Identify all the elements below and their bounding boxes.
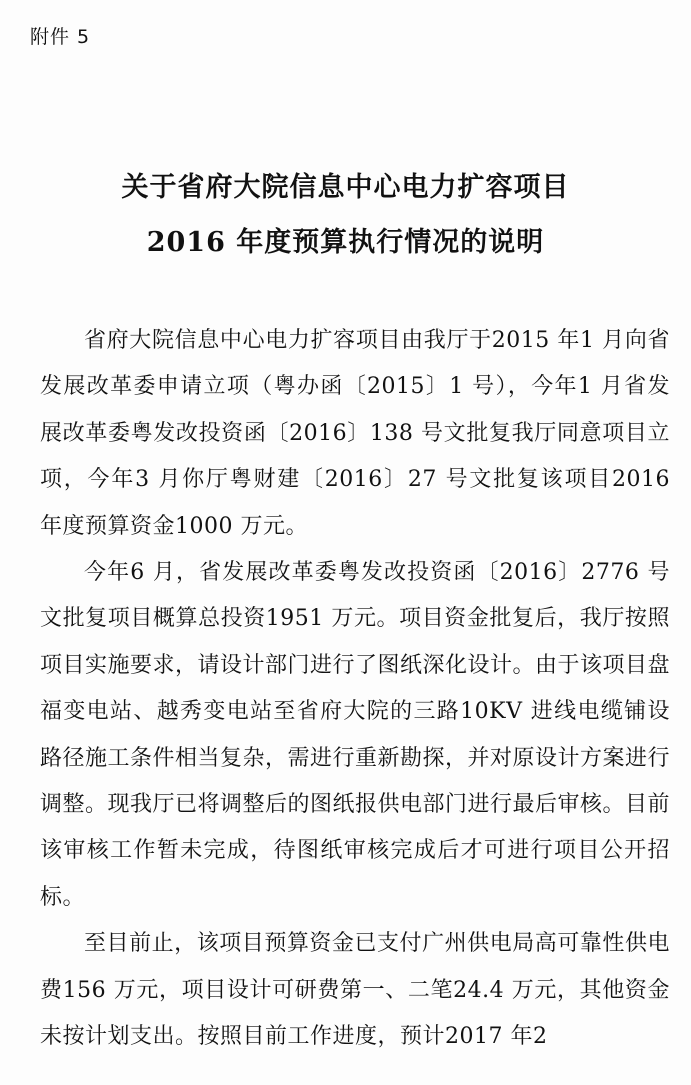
- paragraph-budget-estimate: 今年6 月，省发展改革委粤发改投资函〔2016〕2776 号文批复项目概算总投资1951 万元。项目资金批复后，我厅按照项目实施要求，请设计部门进行了图纸深化设计。由于该项目盘福变电站、越秀变电站至省府大院的三路10KV 进线电缆铺设路径施工条件相当复杂，需进行重新勘探，并对原设计方案进行调整。现我厅已将调整后的图纸报供电部门进行最后审核。目前该审核工作暂未完成，待图纸审核完成后才可进行项目公开招标。: [40, 560, 671, 910]
- document-body: [40, 318, 670, 1061]
- document-title-line-2: 2016 年度预算执行情况的说明: [146, 227, 545, 258]
- paragraph-expenditure-status: 至目前止，该项目预算资金已支付广州供电局高可靠性供电费156 万元，项目设计可研费第一、二笔24.4 万元，其他资金未按计划支出。按照目前工作进度，预计2017 年2: [40, 931, 670, 1050]
- paragraph-project-approval: 省府大院信息中心电力扩容项目由我厅于2015 年1 月向省发展改革委申请立项（粤办函〔2015〕1 号），今年1 月省发展改革委粤发改投资函〔2016〕138 号文批复我厅同意项目立项，今年3 月你厅粤财建〔2016〕27 号文批复该项目2016 年度预算资金1000 万元。: [40, 328, 670, 539]
- attachment-label: 附件 5: [30, 26, 91, 48]
- document-title-line-1: 关于省府大院信息中心电力扩容项目: [121, 172, 570, 203]
